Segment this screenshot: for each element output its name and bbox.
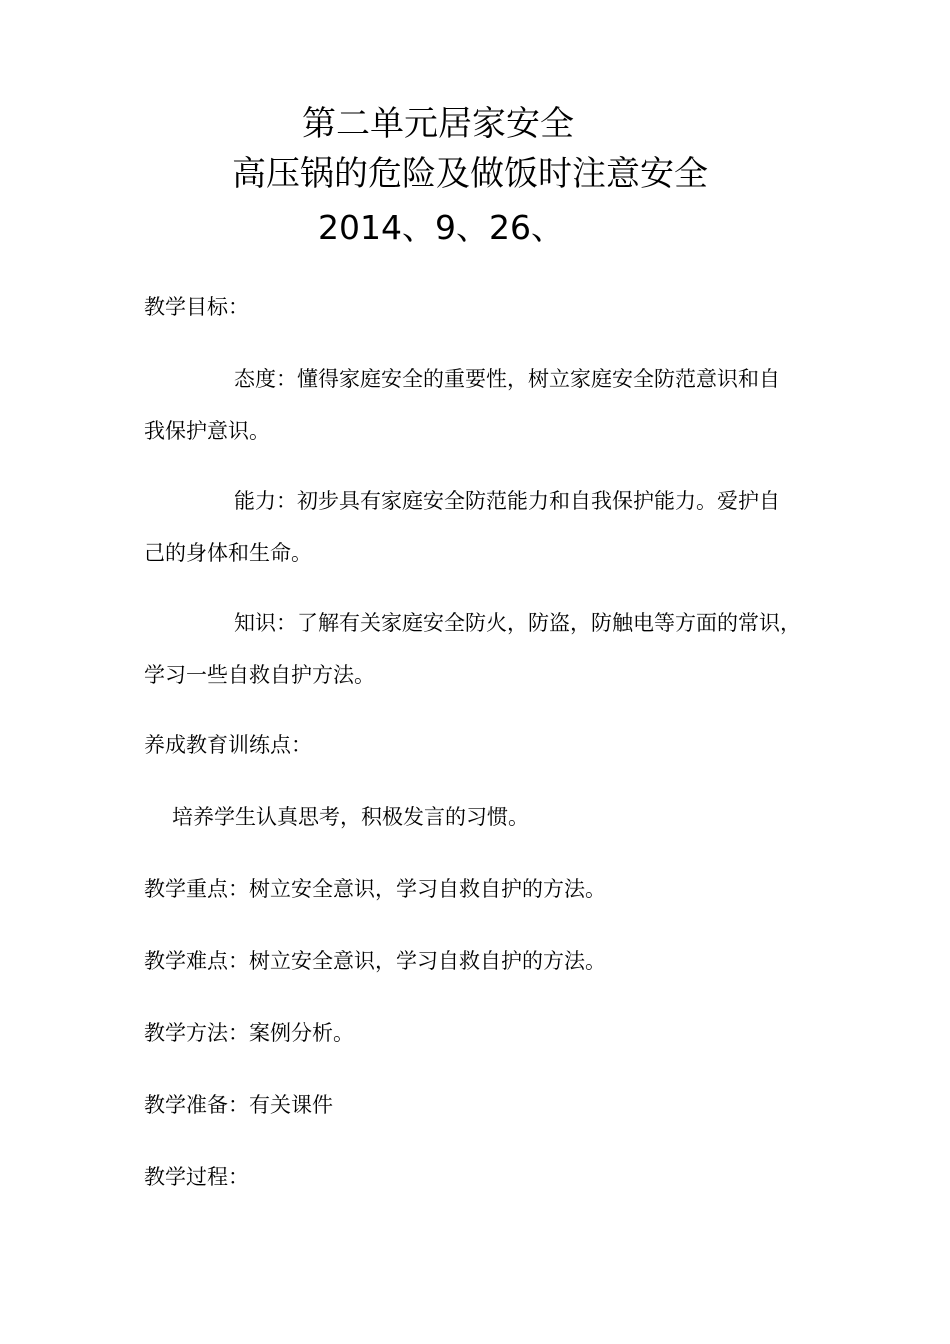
objectives-heading: 教学目标： [144, 295, 249, 319]
habit-heading: 养成教育训练点： [144, 733, 312, 757]
habit-point: 培养学生认真思考，积极发言的习惯。 [172, 805, 529, 829]
attitude-objective-line1: 态度：懂得家庭安全的重要性，树立家庭安全防范意识和自 [234, 367, 780, 391]
knowledge-objective-line1: 知识：了解有关家庭安全防火，防盗，防触电等方面的常识， [234, 611, 801, 635]
teaching-process-heading: 教学过程： [144, 1165, 249, 1189]
unit-title: 第二单元居家安全 [302, 104, 574, 144]
ability-objective-line1: 能力：初步具有家庭安全防范能力和自我保护能力。爱护自 [234, 489, 780, 513]
teaching-preparation: 教学准备：有关课件 [144, 1093, 333, 1117]
knowledge-objective-line2: 学习一些自救自护方法。 [144, 663, 375, 687]
lesson-title: 高压锅的危险及做饭时注意安全 [232, 154, 708, 194]
difficulty-point: 教学难点：树立安全意识，学习自救自护的方法。 [144, 949, 606, 973]
ability-objective-line2: 己的身体和生命。 [144, 541, 312, 565]
teaching-method: 教学方法：案例分析。 [144, 1021, 354, 1045]
lesson-date: 2014、9、26、 [318, 208, 564, 247]
attitude-objective-line2: 我保护意识。 [144, 419, 270, 443]
key-point: 教学重点：树立安全意识，学习自救自护的方法。 [144, 877, 606, 901]
